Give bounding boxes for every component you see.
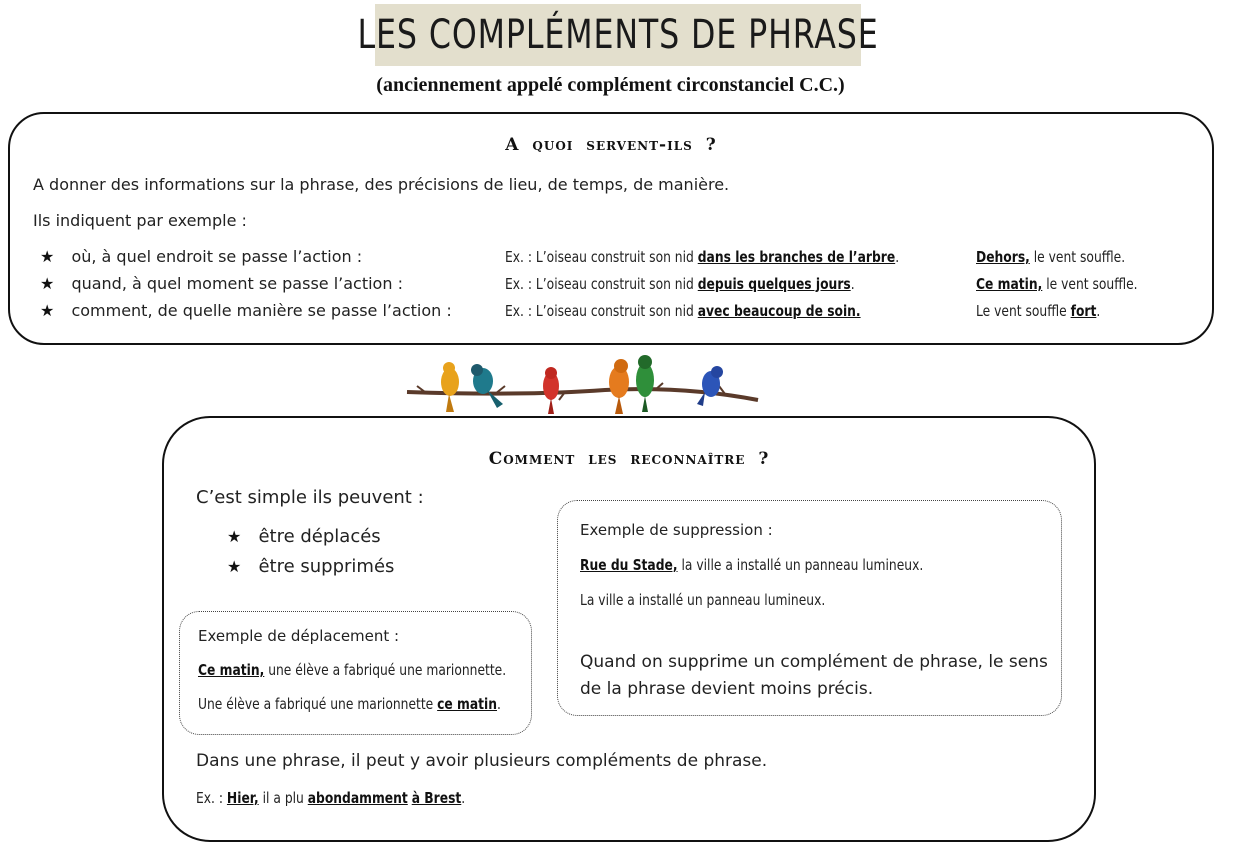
example-prefix: Ex. : — [196, 789, 227, 807]
uses-description: A donner des informations sur la phrase, des précisions de lieu, de temps, de manière. — [33, 175, 730, 194]
star-icon: ★ — [227, 557, 242, 576]
bird-icon — [697, 366, 723, 406]
bird-icon — [636, 355, 654, 412]
deplacement-example-1 — [198, 660, 574, 679]
multiple-complements-example — [196, 788, 524, 807]
complement-highlight: Ce matin, — [198, 661, 265, 679]
complement-highlight: avec beaucoup de soin. — [697, 302, 861, 320]
suppression-note: Quand on supprime un complément de phrase, le sens de la phrase devient moins précis. — [580, 652, 1048, 699]
list-item — [227, 526, 381, 547]
example-text: Une élève a fabriqué une marionnette — [198, 695, 438, 713]
complement-highlight: ce matin — [437, 695, 498, 713]
complement-highlight: à Brest — [411, 789, 462, 807]
bird-icon — [441, 362, 459, 412]
example-sentence — [505, 301, 939, 320]
complement-highlight: abondamment — [307, 789, 408, 807]
star-icon: ★ — [40, 247, 55, 266]
row-label: quand, à quel moment se passe l’action : — [71, 274, 403, 293]
example-suffix: . — [497, 695, 501, 713]
alt-text: . — [1096, 302, 1101, 320]
star-icon: ★ — [227, 527, 242, 546]
alt-example — [976, 301, 1128, 320]
example-text: Ex. : L’oiseau construit son nid — [505, 275, 698, 293]
page-title: LES COMPLÉMENTS DE PHRASE — [357, 12, 879, 58]
star-icon: ★ — [40, 301, 55, 320]
example-text: Ex. : L’oiseau construit son nid — [505, 248, 698, 266]
bullet-text: être déplacés — [258, 526, 381, 547]
example-text: une élève a fabriqué une marionnette. — [264, 661, 507, 679]
complement-highlight: Hier, — [226, 789, 259, 807]
list-item — [40, 274, 403, 293]
example-text: La ville a installé un panneau lumineux. — [580, 591, 826, 609]
section-uses-heading: A quoi servent-ils ? — [505, 135, 717, 155]
alt-example — [976, 247, 1158, 266]
complement-highlight: depuis quelques jours — [697, 275, 851, 293]
example-sentence — [505, 247, 986, 266]
row-label: où, à quel endroit se passe l’action : — [71, 247, 363, 266]
example-text: Ex. : L’oiseau construit son nid — [505, 302, 698, 320]
bird-icon — [543, 367, 559, 414]
alt-text: le vent souffle. — [1029, 248, 1126, 266]
deplacement-example-2 — [198, 694, 567, 713]
bird-icon — [471, 364, 503, 408]
alt-prefix: Le vent souffle — [976, 302, 1071, 320]
suppression-example-1 — [580, 555, 999, 574]
example-suffix: . — [850, 275, 855, 293]
complement-highlight: fort — [1070, 302, 1097, 320]
row-label: comment, de quelle manière se passe l’action : — [71, 301, 452, 320]
title-banner — [357, 4, 879, 66]
alt-example — [976, 274, 1173, 293]
alt-text: le vent souffle. — [1042, 275, 1138, 293]
star-icon: ★ — [40, 274, 55, 293]
section-recognize-heading: Comment les reconnaître ? — [488, 449, 770, 469]
list-item — [40, 301, 452, 320]
suppression-title: Exemple de suppression : — [580, 521, 773, 539]
multiple-complements-text: Dans une phrase, il peut y avoir plusieurs compléments de phrase. — [196, 751, 768, 771]
example-suffix: . — [895, 248, 900, 266]
bird-icon — [609, 359, 629, 414]
example-text: la ville a installé un panneau lumineux. — [677, 556, 924, 574]
recognize-intro: C’est simple ils peuvent : — [196, 487, 424, 508]
complement-highlight: dans les branches de l’arbre — [697, 248, 896, 266]
complement-highlight: Dehors, — [976, 248, 1030, 266]
complement-highlight: Rue du Stade, — [580, 556, 678, 574]
example-sentence — [505, 274, 931, 293]
example-text: il a plu — [258, 789, 308, 807]
list-item — [40, 247, 362, 266]
subtitle: (anciennement appelé complément circonstanciel C.C.) — [376, 74, 845, 96]
uses-intro: Ils indiquent par exemple : — [33, 211, 247, 230]
example-suffix: . — [461, 789, 466, 807]
deplacement-title: Exemple de déplacement : — [198, 627, 400, 645]
birds-illustration — [405, 354, 760, 416]
bullet-text: être supprimés — [258, 556, 395, 577]
suppression-example-2 — [580, 590, 879, 609]
complement-highlight: Ce matin, — [976, 275, 1043, 293]
list-item — [227, 556, 394, 577]
